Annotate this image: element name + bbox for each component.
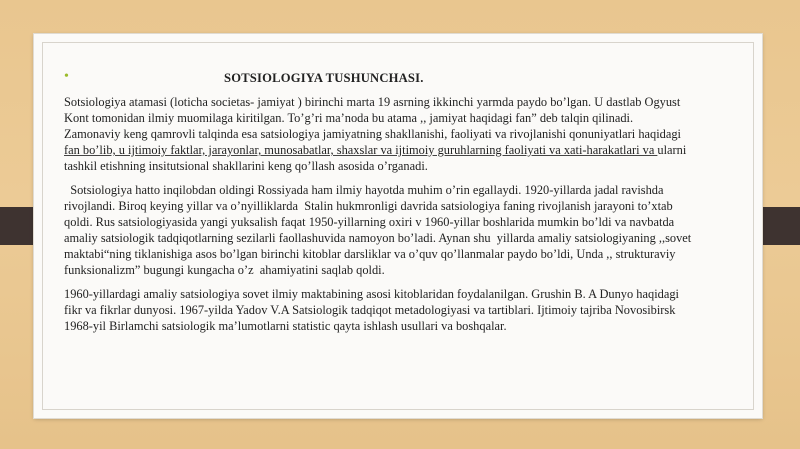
p1-line-4-underlined: fan bo’lib, u ijtimoiy faktlar, jarayonlar, munosabatlar, shaxslar va ijtimoiy guruhlarning faoliyati va xati-harakatlari va xyxy=(64,143,658,157)
p1-line-4-rest: ularni xyxy=(657,143,687,157)
p3-line-2: fikr va fikrlar dunyosi. 1967-yilda Yadov V.A Satsiologik tadqiqot metadologiyasi va tartiblari. Ijtimoiy tajriba Novosibirsk xyxy=(64,303,676,317)
paragraph-1 xyxy=(64,94,754,174)
paragraph-2 xyxy=(64,182,754,278)
p3-line-3: 1968-yil Birlamchi satsiologik ma’lumotlarni statistic qayta ishlash usullari va boshqalar. xyxy=(64,319,507,333)
p1-line-1: Sotsiologiya atamasi (loticha societas- jamiyat ) birinchi marta 19 asrning ikkinchi yarmda paydo bo’lgan. U dastlab Ogyust xyxy=(64,95,681,109)
title-row xyxy=(64,70,754,90)
p2-line-5: maktabi“ning tiklanishiga asos bo’lgan birinchi kitoblar darsliklar va o’quv qo’llanmalar paydo bo’ldi, Unda ,, strukturaviy xyxy=(64,247,676,261)
p1-line-5: tashkil etishning insitutsional shakllarini keng qo’llash asosida o’rganadi. xyxy=(64,159,428,173)
paragraph-3 xyxy=(64,286,754,334)
p1-line-2: Kont tomonidan ilmiy muomilaga kiritilgan. To’g’ri ma’noda bu atama ,, jamiyat haqidagi fan” deb talqin qilinadi. xyxy=(64,111,634,125)
p2-line-4: amaliy satsiologik tadqiqotlarning sezilarli faollashuvida namoyon bo’ladi. Aynan shu yillarda amaliy satsiologiyaning ,,sovet xyxy=(64,231,692,245)
p2-line-3: qoldi. Rus satsiologiyasida yangi yuksalish faqat 1950-yillarning oxiri v 1960-yillar boshlarida mumkin bo’ldi va navbatda xyxy=(64,215,675,229)
slide-content xyxy=(64,70,754,342)
p2-line-6: funksionalizm” bugungi kungacha o’z ahamiyatini saqlab qoldi. xyxy=(64,263,385,277)
slide-card xyxy=(34,34,762,418)
bullet-icon: • xyxy=(64,69,69,84)
p3-line-1: 1960-yillardagi amaliy satsiologiya sovet ilmiy maktabining asosi kitoblaridan foydalanilgan. Grushin B. A Dunyo haqidagi xyxy=(64,287,679,301)
slide-title: SOTSIOLOGIYA TUSHUNCHASI. xyxy=(224,71,424,85)
p1-line-3: Zamonaviy keng qamrovli talqinda esa satsiologiya jamiyatning shakllanishi, faoliyati va rivojlanishi qonuniyatlari haqidagi xyxy=(64,127,681,141)
p2-line-1: Sotsiologiya hatto inqilobdan oldingi Rossiyada ham ilmiy hayotda muhim o’rin egallaydi. 1920-yillarda jadal ravishda xyxy=(64,183,664,197)
p2-line-2: rivojlandi. Biroq keying yillar va o’nyilliklarda Stalin hukmronligi davrida satsiologiya faning rivojlanish jarayoni to’xtab xyxy=(64,199,673,213)
